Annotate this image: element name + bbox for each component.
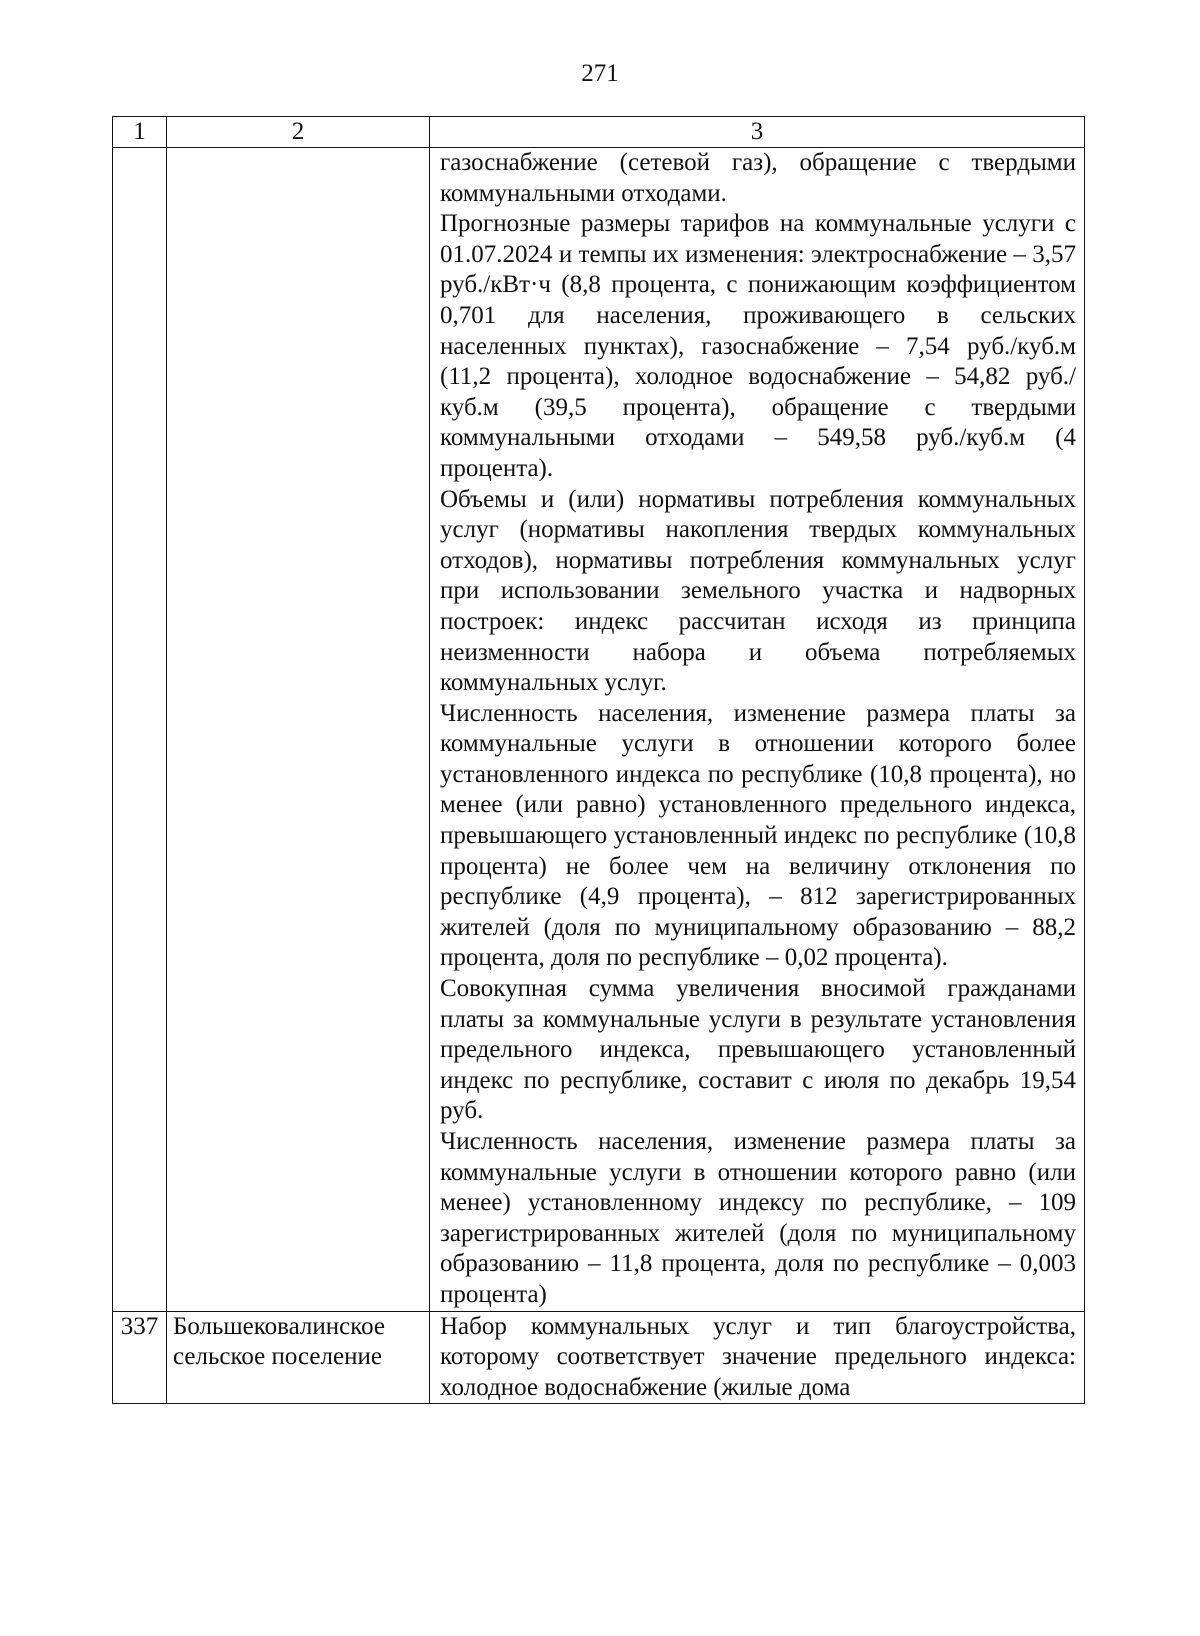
- paragraph: Численность населения, изменение размера платы за коммунальные услуги в отношении которого более установленного индекса по республике (10,8 процента), но менее (или равно) установленного предельного индекса, превышающего установленный индекс по республике (10,8 процента) не более чем на величину отклонения по республике (4,9 процента), – 812 зарегистрированных жителей (доля по муниципальному образованию – 88,2 процента, доля по республике – 0,02 процента).: [440, 699, 1076, 972]
- table-row: [113, 1311, 1085, 1404]
- header-col-1: 1: [113, 117, 167, 148]
- header-col-3: 3: [430, 117, 1085, 148]
- paragraph: Численность населения, изменение размера платы за коммунальные услуги в отношении которого равно (или менее) установленному индексу по республике, – 109 зарегистрированных жителей (доля по муниципальному образованию – 11,8 процента, доля по республике – 0,003 процента): [440, 1128, 1076, 1308]
- paragraph: Набор коммунальных услуг и тип благоустройства, которому соответствует значение предельного индекса: холодное водоснабжение (жилые дома: [440, 1312, 1076, 1401]
- paragraph: Объемы и (или) нормативы потребления коммунальных услуг (нормативы накопления твердых коммунальных отходов), нормативы потребления коммунальных услуг при использовании земельного участка и надворных построек: индекс рассчитан исходя из принципа неизменности набора и объема потребляемых коммунальных услуг.: [440, 485, 1076, 697]
- paragraph: Прогнозные размеры тарифов на коммунальные услуги с 01.07.2024 и темпы их изменения: электроснабжение – 3,57 руб./кВт·ч (8,8 процента, с понижающим коэффициентом 0,701 для населения, проживающего в сельских населенных пунктах), газоснабжение – 7,54 руб./куб.м (11,2 процента), холодное водоснабжение – 54,82 руб./куб.м (39,5 процента), обращение с твердыми коммунальными отходами – 549,58 руб./куб.м (4 процента).: [440, 210, 1076, 482]
- paragraph: газоснабжение (сетевой газ), обращение с твердыми коммунальными отходами.: [440, 149, 1076, 207]
- header-col-2: 2: [167, 117, 430, 148]
- paragraph: Совокупная сумма увеличения вносимой гражданами платы за коммунальные услуги в результате установления предельного индекса, превышающего установленный индекс по республике, составит с июля по декабрь 19,54 руб.: [440, 975, 1076, 1125]
- table-header-row: [113, 117, 1085, 148]
- tariff-table: [112, 116, 1085, 1404]
- table-row: [113, 148, 1085, 1312]
- row-number-cell: [113, 148, 167, 1312]
- description-cell: [430, 148, 1085, 1312]
- municipality-cell: [167, 148, 430, 1312]
- page-number: 271: [581, 60, 619, 87]
- row-number-cell: 337: [113, 1311, 167, 1404]
- municipality-cell: Большековалинское сельское поселение: [167, 1311, 430, 1404]
- description-cell: [430, 1311, 1085, 1404]
